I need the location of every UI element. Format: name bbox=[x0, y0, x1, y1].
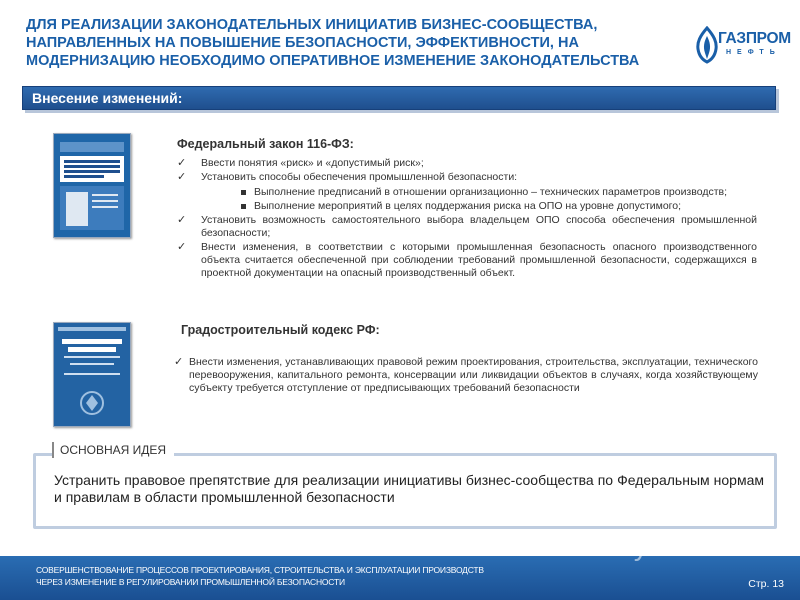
law-section-title: Федеральный закон 116-ФЗ: bbox=[177, 137, 354, 151]
law-changes-list bbox=[177, 157, 757, 281]
code-changes-list bbox=[174, 356, 758, 395]
footer-line-1: СОВЕРШЕНСТВОВАНИЕ ПРОЦЕССОВ ПРОЕКТИРОВАНИЯ, СТРОИТЕЛЬСТВА И ЭКСПЛУАТАЦИИ ПРОИЗВОДСТВ bbox=[36, 565, 484, 575]
list-item: ✓ Внести изменения, устанавливающих правовой режим проектирования, строительства, эксплуатации, технического перевооружения, капитального ремонта, консервации или ликвидации объектов в случаях, когда хозяйствующему субъекту требуется отступление от предписывающих требований безопасности bbox=[174, 356, 758, 395]
list-item: ✓ Ввести понятия «риск» и «допустимый риск»; bbox=[177, 157, 757, 170]
logo-wordmark: ГАЗПРОМ bbox=[718, 30, 791, 47]
sublist-item: Выполнение мероприятий в целях поддержания риска на ОПО на уровне допустимого; bbox=[201, 200, 757, 213]
law-book-cover-image bbox=[53, 133, 131, 238]
section-header bbox=[22, 86, 776, 110]
safety-methods-sublist bbox=[201, 186, 757, 213]
company-logo bbox=[694, 26, 791, 66]
footer-caption bbox=[36, 564, 484, 588]
code-book-cover-image bbox=[53, 322, 131, 427]
slide-title: ДЛЯ РЕАЛИЗАЦИИ ЗАКОНОДАТЕЛЬНЫХ ИНИЦИАТИВ БИЗНЕС-СООБЩЕСТВА, НАПРАВЛЕННЫХ НА ПОВЫШЕНИЕ БЕЗОПАСНОСТИ, ЭФФЕКТИВНОСТИ, НА МОДЕРНИЗАЦИЮ НЕОБХОДИМО ОПЕРАТИВНОЕ ИЗМЕНЕНИЕ ЗАКОНОДАТЕЛЬСТВА bbox=[26, 17, 640, 69]
section-title: Внесение изменений: bbox=[32, 90, 183, 106]
code-section-title: Градостроительный кодекс РФ: bbox=[181, 323, 380, 337]
list-item: ✓ Установить способы обеспечения промышленной безопасности: Выполнение предписаний в отношении организационно – технических параметров производств; Выполнение мероприятий в целях поддержания риска на ОПО на уровне допустимого; bbox=[177, 171, 757, 213]
law-book-illustration bbox=[54, 134, 130, 237]
sublist-item: Выполнение предписаний в отношении организационно – технических параметров производств; bbox=[201, 186, 757, 199]
watermark-text: MyShared bbox=[610, 530, 742, 561]
footer-line-2: ЧЕРЕЗ ИЗМЕНЕНИЕ В РЕГУЛИРОВАНИИ ПРОМЫШЛЕННОЙ БЕЗОПАСНОСТИ bbox=[36, 577, 345, 587]
logo-subtitle: НЕФТЬ bbox=[726, 49, 781, 56]
footer-bar bbox=[0, 556, 800, 600]
list-item: ✓ Установить возможность самостоятельного выбора владельцем ОПО способа обеспечения промышленной безопасности; bbox=[177, 214, 757, 240]
main-idea-label: ОСНОВНАЯ ИДЕЯ bbox=[52, 442, 174, 458]
page-number: Стр. 13 bbox=[748, 578, 784, 590]
list-item: ✓ Внести изменения, в соответствии с которыми промышленная безопасность опасного производственного объекта считается обеспеченной при соблюдении требований промышленной безопасности, содержащихся в проектной документации на опасный производственный объект. bbox=[177, 241, 757, 280]
code-book-illustration bbox=[54, 323, 130, 426]
gazprom-flame-icon bbox=[694, 26, 720, 64]
main-idea-text: Устранить правовое препятствие для реализации инициативы бизнес-сообщества по Федеральным нормам и правилам в области промышленной безопасности bbox=[54, 472, 764, 505]
